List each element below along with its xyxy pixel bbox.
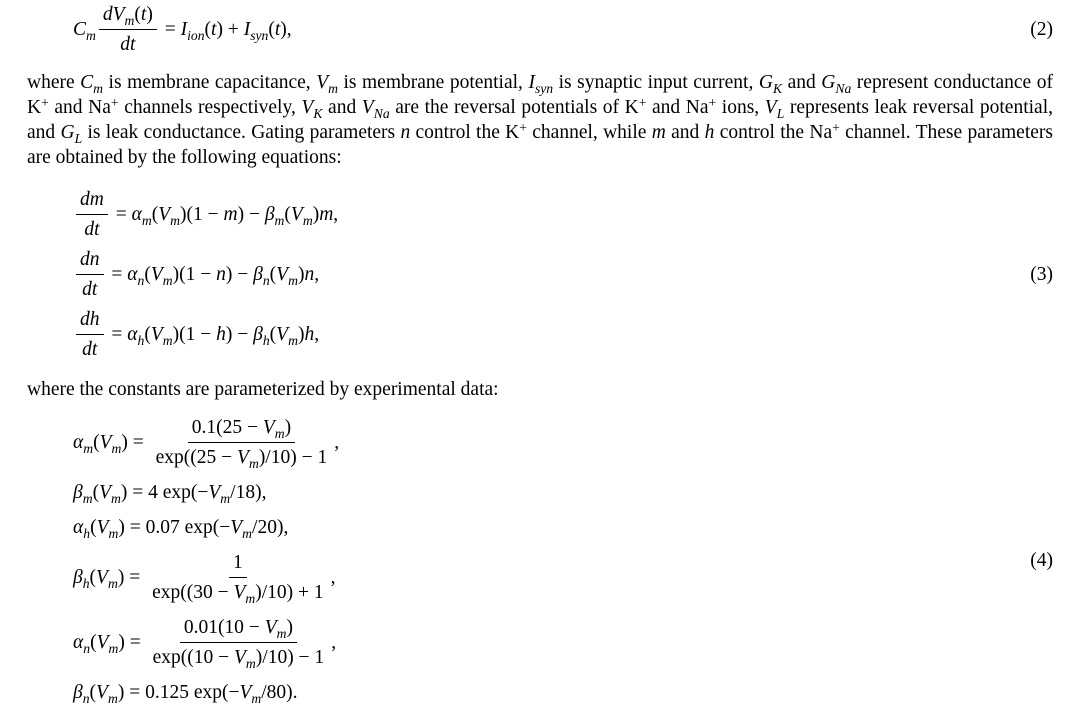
math-run <box>233 552 243 573</box>
math-run <box>73 630 146 655</box>
math-r: exp((30 − <box>152 582 234 603</box>
math-sub: m <box>111 490 121 506</box>
fraction-numerator <box>76 307 104 335</box>
math-r: ) + <box>216 19 244 40</box>
math-run <box>334 430 339 455</box>
equation-2-math <box>27 2 292 57</box>
math-run <box>107 262 320 287</box>
fraction-denominator <box>78 335 101 362</box>
math-r: exp((25 − <box>155 447 238 468</box>
math-i: β <box>253 324 263 345</box>
math-sub: m <box>141 212 152 228</box>
math-i: V <box>276 324 289 345</box>
math-run <box>73 430 149 455</box>
math-run <box>80 249 100 270</box>
equation-line <box>73 307 319 362</box>
math-r: and Na <box>646 97 709 118</box>
math-i: V <box>301 97 314 118</box>
math-r: ( <box>92 482 100 503</box>
math-r: ( <box>93 432 100 453</box>
fraction-denominator <box>152 443 332 470</box>
math-r: ( <box>269 264 277 285</box>
fraction-denominator <box>116 30 139 57</box>
math-r: ) − <box>225 264 254 285</box>
math-i: V <box>764 97 777 118</box>
math-r: represents leak reversal potential, and <box>27 97 1053 143</box>
math-i: α <box>131 204 142 225</box>
math-i: V <box>234 647 246 668</box>
fraction <box>76 187 108 242</box>
math-r: ions, <box>716 97 765 118</box>
math-run <box>152 647 325 671</box>
math-i: V <box>99 432 112 453</box>
math-i: t <box>140 4 147 25</box>
math-i: n <box>304 264 315 285</box>
fraction <box>149 615 329 670</box>
math-r: exp((10 − <box>152 647 234 668</box>
math-sub: m <box>86 27 96 43</box>
math-sub: m <box>288 332 298 348</box>
math-sub: h <box>83 525 91 541</box>
math-i: V <box>276 264 289 285</box>
math-i: G <box>60 122 75 143</box>
math-r: ( <box>90 632 97 653</box>
equation-line <box>73 550 336 605</box>
math-i: V <box>96 682 108 703</box>
math-sub: m <box>162 332 173 348</box>
math-sub: n <box>137 272 145 288</box>
math-r: ), <box>280 19 292 40</box>
math-i: dt <box>120 34 136 55</box>
math-r: )/10) − 1 <box>258 447 328 468</box>
math-i: V <box>262 417 275 438</box>
math-run <box>331 565 336 590</box>
math-r: ) = <box>117 567 146 588</box>
math-i: m <box>651 122 666 143</box>
math-run <box>80 189 104 210</box>
math-sup: + <box>638 94 647 110</box>
math-run <box>73 480 266 505</box>
equation-line <box>73 247 319 302</box>
math-i: t <box>211 19 217 40</box>
math-r: is membrane capacitance, <box>103 72 317 93</box>
fraction-denominator <box>78 275 101 302</box>
math-r: ( <box>134 4 141 25</box>
math-i: α <box>73 517 84 538</box>
math-sub: m <box>108 640 119 656</box>
equation-3-block <box>27 187 1053 362</box>
math-i: α <box>127 324 138 345</box>
math-run <box>73 565 145 590</box>
math-sub: m <box>107 575 118 591</box>
math-run <box>183 617 293 641</box>
math-r: 0.01(10 − <box>183 617 265 638</box>
math-r: )(1 − <box>172 264 217 285</box>
math-sub: ion <box>187 27 205 43</box>
math-sub: syn <box>534 80 554 96</box>
math-r: ( <box>89 682 97 703</box>
equation-line <box>73 187 338 242</box>
math-sup: + <box>708 94 717 110</box>
math-r: 1 <box>232 552 243 573</box>
math-r: )/10) − 1 <box>255 647 325 668</box>
math-r: and Na <box>48 97 111 118</box>
math-sub: h <box>82 575 90 591</box>
math-r: ) − <box>225 324 254 345</box>
math-r: = <box>106 264 128 285</box>
math-i: β <box>264 204 275 225</box>
math-i: I <box>180 19 188 40</box>
math-i: dm <box>80 189 104 210</box>
equation-line <box>73 515 288 540</box>
math-sub: Na <box>835 80 852 96</box>
math-run <box>84 219 99 240</box>
math-sub: m <box>302 212 313 228</box>
fraction-numerator <box>76 247 104 275</box>
math-r: channel. These parameters are obtained by the following equations: <box>27 122 1053 168</box>
math-i: I <box>243 19 251 40</box>
math-r: ( <box>151 204 159 225</box>
math-r: ) <box>297 324 305 345</box>
math-sub: n <box>83 640 91 656</box>
math-r: and <box>782 72 822 93</box>
math-run <box>191 417 292 441</box>
math-i: V <box>150 324 163 345</box>
math-r: /80). <box>261 682 298 703</box>
math-sub: m <box>274 212 285 228</box>
math-r: 0.1(25 − <box>191 417 263 438</box>
math-r: , <box>334 432 340 453</box>
math-run <box>80 309 100 330</box>
math-r: ( <box>284 204 291 225</box>
equation-3-number: (3) <box>1030 264 1053 285</box>
math-r: = <box>159 19 181 40</box>
math-i: V <box>158 204 171 225</box>
math-sub: m <box>248 455 259 471</box>
math-i: V <box>99 482 111 503</box>
math-sub: m <box>288 272 298 288</box>
math-r: are the reversal potentials of K <box>389 97 639 118</box>
math-i: V <box>239 682 252 703</box>
math-i: dt <box>82 339 98 360</box>
math-r: ) <box>286 617 293 638</box>
equation-line <box>73 480 266 505</box>
math-r: where <box>27 72 81 93</box>
math-sub: L <box>776 105 785 121</box>
math-i: C <box>73 19 87 40</box>
fraction-numerator <box>188 415 295 443</box>
math-sub: m <box>220 490 231 506</box>
math-r: control the K <box>410 122 520 143</box>
fraction <box>76 307 104 362</box>
math-r: , <box>333 204 339 225</box>
math-i: m <box>223 204 238 225</box>
math-r: ) = <box>118 632 146 653</box>
math-r: ( <box>89 567 97 588</box>
math-r: /20), <box>252 517 289 538</box>
math-i: V <box>316 72 329 93</box>
fraction-numerator <box>99 2 157 30</box>
math-sub: m <box>82 490 93 506</box>
math-i: m <box>319 204 334 225</box>
math-sub: m <box>328 80 338 96</box>
math-i: dt <box>84 219 100 240</box>
math-r: ) − <box>237 204 265 225</box>
math-i: β <box>73 682 83 703</box>
equation-2-number: (2) <box>1030 19 1053 40</box>
math-run <box>82 339 97 360</box>
math-i: V <box>237 447 249 468</box>
math-i: V <box>150 264 163 285</box>
equation-line <box>73 2 292 57</box>
math-run <box>160 17 292 42</box>
math-i: V <box>96 567 108 588</box>
math-r: and <box>665 122 705 143</box>
math-sub: m <box>108 525 119 541</box>
math-i: G <box>758 72 773 93</box>
math-sub: n <box>262 272 270 288</box>
math-sup: + <box>519 119 527 135</box>
math-r: ( <box>204 19 212 40</box>
math-i: α <box>127 264 138 285</box>
math-r: = <box>106 324 128 345</box>
math-sup: + <box>110 94 119 110</box>
equation-2-block <box>27 2 1053 57</box>
math-r: )(1 − <box>179 204 224 225</box>
math-run <box>102 4 153 28</box>
math-i: dh <box>80 309 100 330</box>
equation-4-math <box>27 415 339 705</box>
math-i: dV <box>102 4 125 25</box>
math-r: represent conductance of K <box>27 72 1053 118</box>
math-i: β <box>73 482 83 503</box>
math-i: dt <box>82 279 98 300</box>
math-sub: m <box>93 80 104 96</box>
math-i: I <box>528 72 535 93</box>
math-i: n <box>216 264 226 285</box>
math-r: ) = 0.07 exp(− <box>118 517 231 538</box>
math-sub: h <box>137 332 145 348</box>
math-run <box>73 17 96 42</box>
equation-3-math <box>27 187 338 362</box>
math-i: V <box>96 517 109 538</box>
fraction-denominator <box>80 215 103 242</box>
math-sup: + <box>832 119 840 135</box>
math-sub: m <box>111 440 122 456</box>
math-sub: m <box>242 525 253 541</box>
math-r: is membrane potential, <box>337 72 529 93</box>
math-r: is synaptic input current, <box>553 72 759 93</box>
fraction <box>76 247 104 302</box>
math-i: V <box>96 632 109 653</box>
equation-4-block <box>27 415 1053 705</box>
math-i: h <box>216 324 226 345</box>
math-r: ) <box>312 204 320 225</box>
math-sub: Na <box>373 105 390 121</box>
math-run <box>120 34 135 55</box>
math-sub: syn <box>250 27 269 43</box>
math-i: n <box>400 122 411 143</box>
math-run <box>73 680 298 705</box>
math-sub: K <box>313 105 323 121</box>
math-i: V <box>208 482 221 503</box>
math-i: h <box>304 324 315 345</box>
fraction-numerator <box>229 550 247 578</box>
math-sub: m <box>107 690 118 706</box>
math-sup: + <box>41 94 49 110</box>
math-r: )/10) + 1 <box>255 582 324 603</box>
fraction <box>152 415 332 470</box>
equation-4-number: (4) <box>1030 549 1053 571</box>
math-i: β <box>73 567 83 588</box>
math-run <box>73 515 288 540</box>
math-sub: h <box>262 332 270 348</box>
math-r: /18), <box>230 482 267 503</box>
math-r: ( <box>90 517 97 538</box>
math-sub: m <box>170 212 180 228</box>
math-run <box>27 72 1053 168</box>
math-sub: m <box>276 625 287 641</box>
math-sub: m <box>83 440 94 456</box>
math-r: , <box>314 264 320 285</box>
math-i: α <box>73 632 84 653</box>
math-r: ) <box>146 4 153 25</box>
math-r: )(1 − <box>172 324 217 345</box>
math-i: V <box>290 204 303 225</box>
math-sub: m <box>251 690 262 706</box>
math-r: control the Na <box>714 122 833 143</box>
math-sub: m <box>124 12 135 28</box>
equation-line <box>73 615 336 670</box>
math-r: , <box>331 632 337 653</box>
fraction-denominator <box>149 643 329 670</box>
math-i: V <box>230 517 243 538</box>
math-i: α <box>73 432 84 453</box>
math-i: V <box>233 582 246 603</box>
math-r: ) <box>284 417 292 438</box>
fraction <box>99 2 157 57</box>
paragraph-constants-intro: where the constants are parameterized by experimental data: <box>27 379 499 400</box>
math-i: G <box>821 72 836 93</box>
math-run <box>152 582 324 606</box>
paragraph-model-description <box>27 70 1053 170</box>
math-r: channels respectively, <box>118 97 302 118</box>
math-r: is leak conductance. Gating parameters <box>82 122 401 143</box>
fraction-numerator <box>76 187 108 215</box>
fraction-denominator <box>148 578 328 605</box>
math-sub: K <box>772 80 783 96</box>
math-i: V <box>361 97 374 118</box>
math-sub: m <box>274 425 285 441</box>
fraction-numerator <box>180 615 297 643</box>
math-sub: m <box>162 272 173 288</box>
math-i: β <box>253 264 263 285</box>
math-r: ) = 4 exp(− <box>120 482 209 503</box>
math-r: , <box>330 567 336 588</box>
math-sub: m <box>245 590 256 606</box>
math-run <box>107 322 320 347</box>
equation-line <box>73 680 298 705</box>
math-r: ) <box>297 264 305 285</box>
math-r: ) = 0.125 exp(− <box>117 682 240 703</box>
math-run <box>331 630 336 655</box>
math-i: dn <box>80 249 100 270</box>
math-r: ( <box>269 324 277 345</box>
math-r: , <box>314 324 320 345</box>
math-i: t <box>274 19 281 40</box>
math-r: ) = <box>121 432 149 453</box>
math-sub: m <box>245 655 256 671</box>
fraction <box>148 550 328 605</box>
math-i: h <box>704 122 715 143</box>
math-run <box>82 279 97 300</box>
math-r: = <box>110 204 132 225</box>
math-r: ( <box>268 19 275 40</box>
math-i: V <box>264 617 277 638</box>
math-r: ( <box>144 264 151 285</box>
math-r: channel, while <box>526 122 652 143</box>
math-run <box>155 447 328 471</box>
equation-line <box>73 415 339 470</box>
math-sub: L <box>74 130 83 146</box>
math-i: C <box>80 72 94 93</box>
math-r: ( <box>144 324 151 345</box>
math-sub: n <box>82 690 90 706</box>
math-run <box>111 202 338 227</box>
math-r: and <box>322 97 362 118</box>
